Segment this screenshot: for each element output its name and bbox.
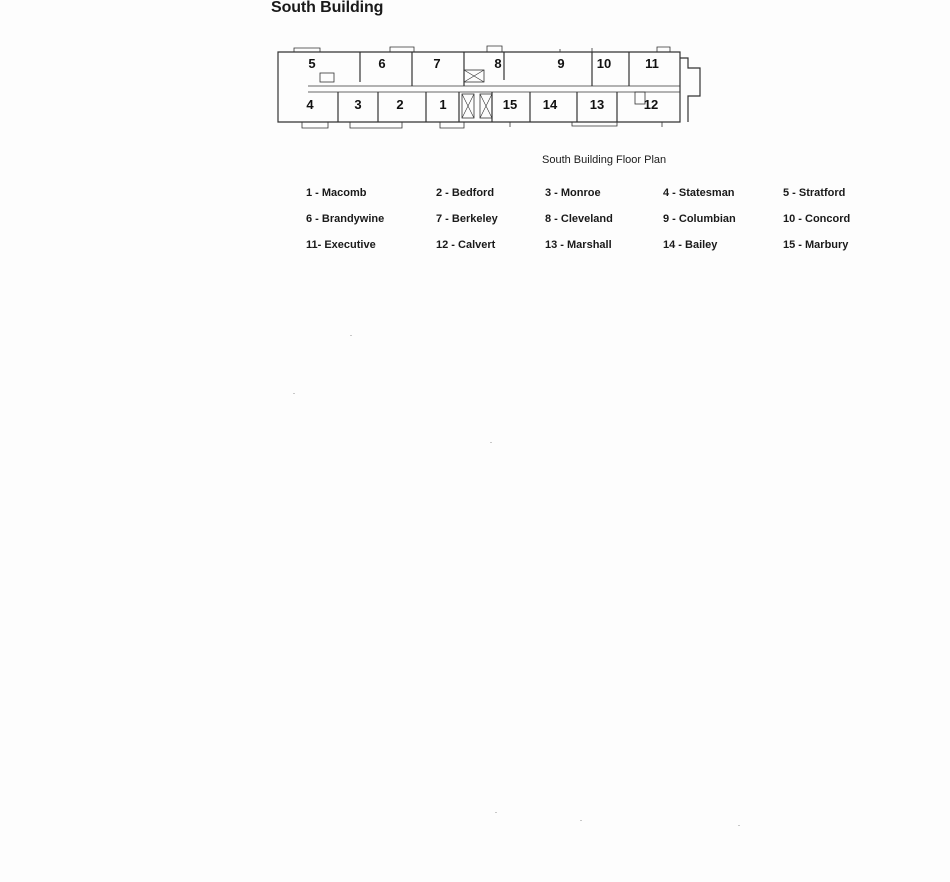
page-title: South Building <box>271 0 384 16</box>
scan-speck <box>490 442 492 443</box>
legend-entry: 8 - Cleveland <box>545 213 613 225</box>
legend-entry: 12 - Calvert <box>436 239 496 251</box>
legend-entry: 11- Executive <box>306 239 376 251</box>
room-number-label: 9 <box>557 56 565 71</box>
legend-entry: 7 - Berkeley <box>436 213 498 225</box>
scan-speck <box>580 820 582 821</box>
room-number-label: 6 <box>378 56 386 71</box>
legend-entry: 3 - Monroe <box>545 187 601 199</box>
room-number-label: 7 <box>433 56 441 71</box>
legend-entry: 5 - Stratford <box>783 187 846 199</box>
floor-plan-drawing <box>272 40 712 132</box>
room-number-label: 1 <box>439 97 447 112</box>
legend-entry: 2 - Bedford <box>436 187 495 199</box>
legend-entry: 4 - Statesman <box>663 187 735 199</box>
legend-entry: 10 - Concord <box>783 213 851 225</box>
east-wing <box>680 58 700 122</box>
scan-speck <box>293 393 295 394</box>
legend-entry: 14 - Bailey <box>663 239 718 251</box>
room-number-label: 15 <box>502 97 518 112</box>
room-number-label: 5 <box>308 56 316 71</box>
room-number-label: 8 <box>494 56 502 71</box>
legend-entry: 6 - Brandywine <box>306 213 385 225</box>
room-number-label: 11 <box>645 56 659 71</box>
room-number-label: 12 <box>643 97 659 112</box>
room-number-label: 13 <box>589 97 605 112</box>
legend-entry: 1 - Macomb <box>306 187 367 199</box>
scan-speck <box>350 335 352 336</box>
scan-speck <box>738 825 740 826</box>
legend-entry: 15 - Marbury <box>783 239 849 251</box>
room-number-label: 3 <box>354 97 362 112</box>
room-number-label: 14 <box>542 97 558 112</box>
floor-plan-caption: South Building Floor Plan <box>542 154 667 166</box>
floor-plan <box>272 40 712 132</box>
room-number-label: 4 <box>306 97 314 112</box>
legend-entry: 13 - Marshall <box>545 239 612 251</box>
legend-entry: 9 - Columbian <box>663 213 736 225</box>
scan-speck <box>495 812 497 813</box>
room-number-label: 10 <box>596 56 612 71</box>
room-number-label: 2 <box>396 97 404 112</box>
